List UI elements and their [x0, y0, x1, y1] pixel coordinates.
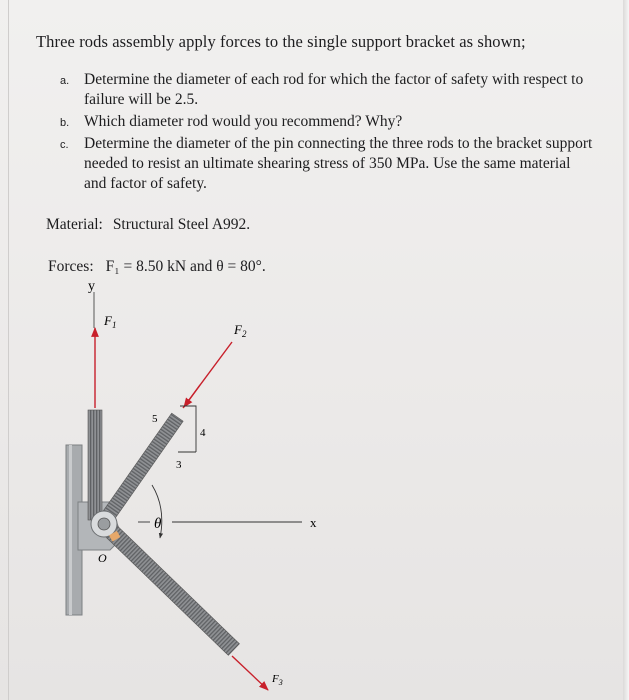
- f2-label: $F_2$: [234, 322, 247, 339]
- rod-2: [98, 413, 183, 526]
- slope-label-3: 3: [176, 459, 182, 471]
- rod-3: [102, 522, 239, 655]
- material-line: [46, 216, 250, 234]
- item-a-marker: a.: [60, 75, 70, 87]
- item-b-marker: b.: [60, 117, 70, 129]
- material-label: Material:: [46, 216, 103, 233]
- f3-arrow: [232, 656, 268, 690]
- problem-title: Three rods assembly apply forces to the single support bracket as shown;: [36, 32, 526, 51]
- x-axis-label: x: [310, 515, 317, 530]
- f3-label: $F_3$: [272, 673, 283, 687]
- theta-label: θ: [154, 516, 162, 532]
- slope-label-4: 4: [200, 427, 206, 439]
- f2-arrow: [184, 385, 200, 407]
- forces-label: Forces:: [48, 258, 94, 275]
- problem-items: [56, 70, 596, 196]
- slope-triangle: [180, 406, 196, 452]
- y-axis-label: y: [88, 279, 95, 294]
- rod-1: [88, 410, 102, 520]
- forces-value: F₁ = 8.50 kN and θ = 80°.: [105, 258, 266, 275]
- wall-plate-highlight: [69, 445, 72, 615]
- bracket-figure: [0, 270, 629, 700]
- item-c-marker: c.: [60, 139, 69, 151]
- item-b-text: Which diameter rod would you recommend? Why?: [84, 113, 403, 130]
- item-b: [56, 112, 596, 132]
- slope-label-5: 5: [152, 413, 158, 425]
- origin-label: O: [98, 551, 107, 565]
- item-a: [56, 70, 596, 110]
- f1-label: $F_1$: [104, 313, 117, 330]
- material-value: Structural Steel A992.: [112, 216, 251, 233]
- pin-center: [98, 518, 110, 530]
- item-a-text: Determine the diameter of each rod for which the factor of safety with respect to failure will be 2.5.: [84, 71, 584, 108]
- item-c-text: Determine the diameter of the pin connecting the three rods to the bracket support needed to resist an ultimate shearing stress of 350 MPa. Use the same material and factor of safety.: [84, 135, 593, 192]
- item-c: [56, 134, 596, 194]
